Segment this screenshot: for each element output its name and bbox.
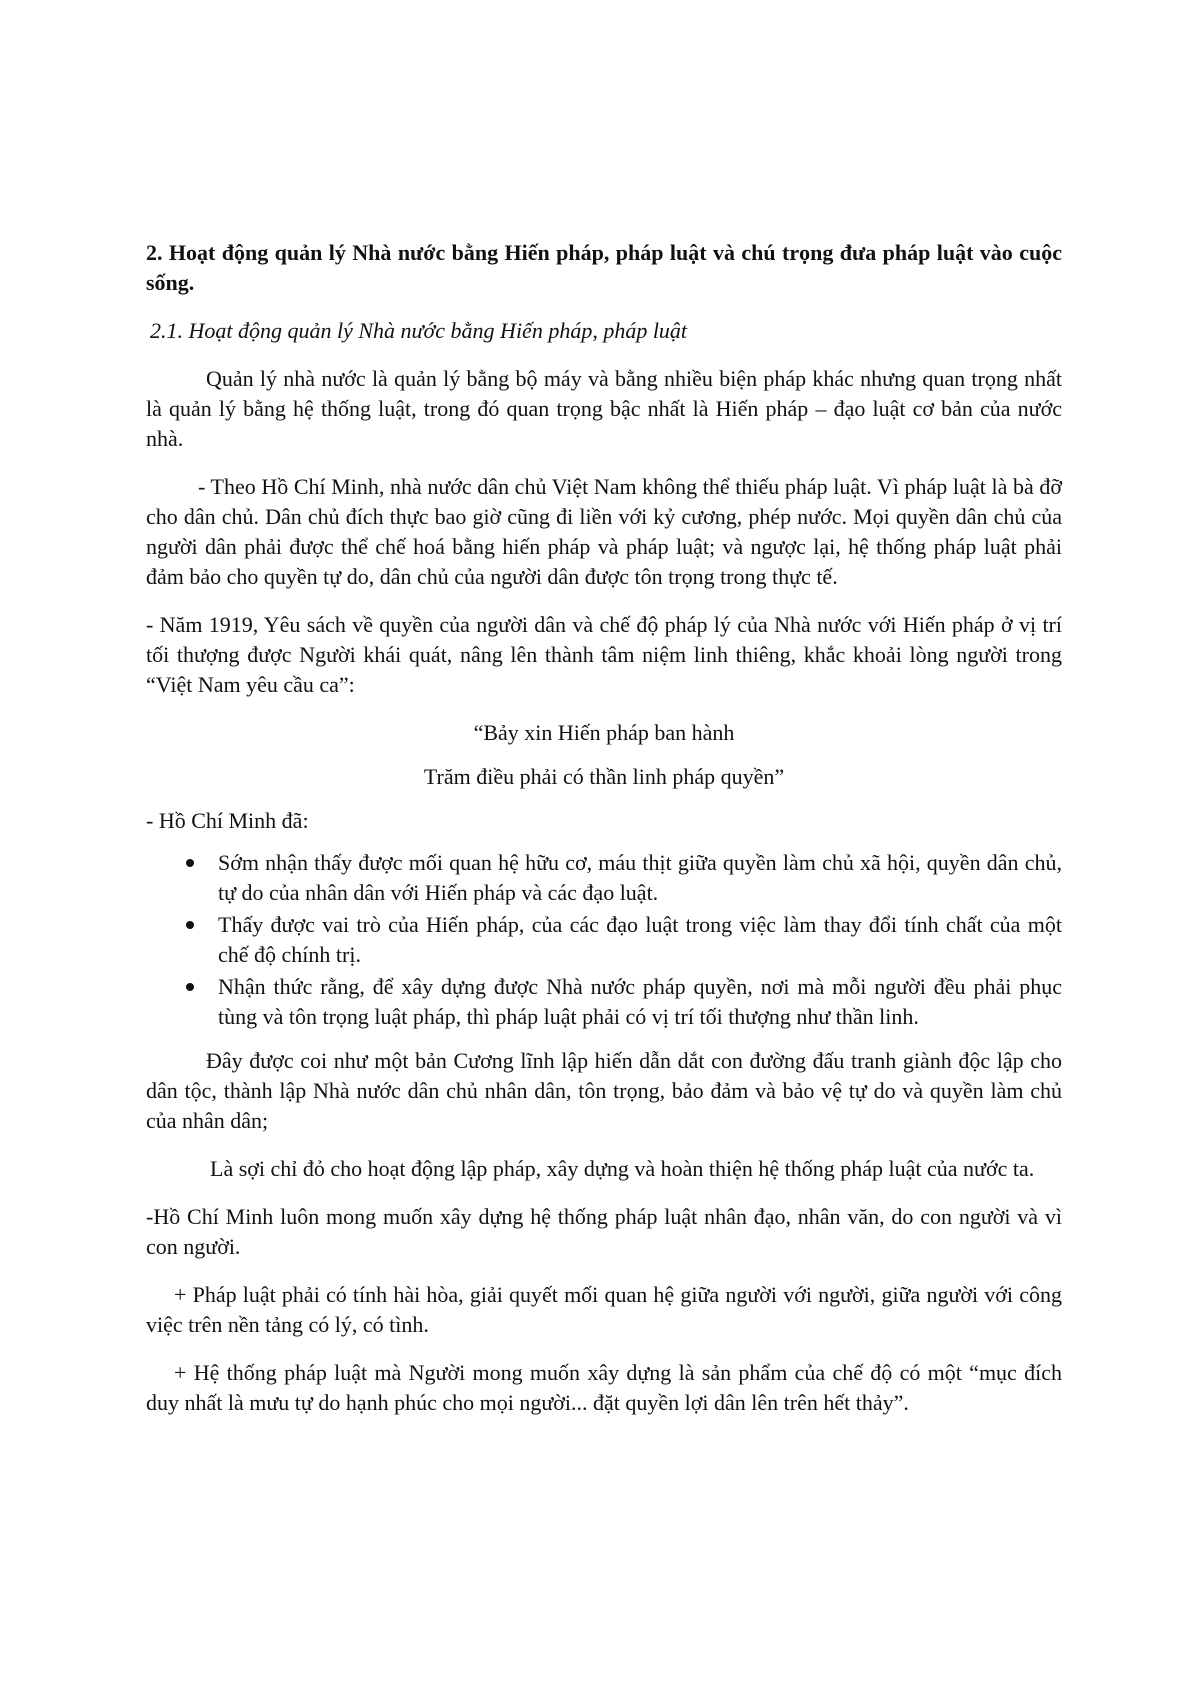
- paragraph: - Theo Hồ Chí Minh, nhà nước dân chủ Việt Nam không thể thiếu pháp luật. Vì pháp luật là bà đỡ cho dân chủ. Dân chủ đích thực bao giờ cũng đi liền với kỷ cương, phép nước. Mọi quyền dân chủ của người dân phải được thể chế hoá bằng hiến pháp và pháp luật; và ngược lại, hệ thống pháp luật phải đảm bảo cho quyền tự do, dân chủ của người dân được tôn trọng trong thực tế.: [146, 474, 1062, 589]
- bullet-list: [146, 848, 1062, 1032]
- poem-line: “Bảy xin Hiến pháp ban hành: [473, 720, 735, 745]
- section-heading: 2. Hoạt động quản lý Nhà nước bằng Hiến pháp, pháp luật và chú trọng đưa pháp luật vào cuộc sống.: [146, 240, 1062, 295]
- paragraph: + Hệ thống pháp luật mà Người mong muốn xây dựng là sản phẩm của chế độ có một “mục đích duy nhất là mưu tự do hạnh phúc cho mọi người... đặt quyền lợi dân lên trên hết thảy”.: [146, 1360, 1062, 1415]
- paragraph: Quản lý nhà nước là quản lý bằng bộ máy và bằng nhiều biện pháp khác nhưng quan trọng nhất là quản lý bằng hệ thống luật, trong đó quan trọng bậc nhất là Hiến pháp – đạo luật cơ bản của nước nhà.: [146, 366, 1062, 451]
- bullet-item: Sớm nhận thấy được mối quan hệ hữu cơ, máu thịt giữa quyền làm chủ xã hội, quyền dân chủ, tự do của nhân dân với Hiến pháp và các đạo luật.: [146, 848, 1062, 908]
- paragraph: Là sợi chỉ đỏ cho hoạt động lập pháp, xây dựng và hoàn thiện hệ thống pháp luật của nước ta.: [210, 1156, 1035, 1181]
- paragraph: - Năm 1919, Yêu sách về quyền của người dân và chế độ pháp lý của Nhà nước với Hiến pháp ở vị trí tối thượng được Người khái quát, nâng lên thành tâm niệm linh thiêng, khắc khoải lòng người trong “Việt Nam yêu cầu ca”:: [146, 612, 1062, 697]
- bullet-item: Nhận thức rằng, để xây dựng được Nhà nước pháp quyền, nơi mà mỗi người đều phải phục tùng và tôn trọng luật pháp, thì pháp luật phải có vị trí tối thượng như thần linh.: [146, 972, 1062, 1032]
- paragraph: + Pháp luật phải có tính hài hòa, giải quyết mối quan hệ giữa người với người, giữa người với công việc trên nền tảng có lý, có tình.: [146, 1282, 1062, 1337]
- poem-line: Trăm điều phải có thần linh pháp quyền”: [423, 764, 785, 789]
- paragraph: -Hồ Chí Minh luôn mong muốn xây dựng hệ thống pháp luật nhân đạo, nhân văn, do con người và vì con người.: [146, 1204, 1062, 1259]
- bullets-intro: - Hồ Chí Minh đã:: [146, 808, 309, 833]
- paragraph: Đây được coi như một bản Cương lĩnh lập hiến dẫn dắt con đường đấu tranh giành độc lập cho dân tộc, thành lập Nhà nước dân chủ nhân dân, tôn trọng, bảo đảm và bảo vệ tự do và quyền làm chủ của nhân dân;: [146, 1048, 1062, 1133]
- subsection-heading: 2.1. Hoạt động quản lý Nhà nước bằng Hiến pháp, pháp luật: [150, 318, 688, 343]
- bullet-item: Thấy được vai trò của Hiến pháp, của các đạo luật trong việc làm thay đổi tính chất của một chế độ chính trị.: [146, 910, 1062, 970]
